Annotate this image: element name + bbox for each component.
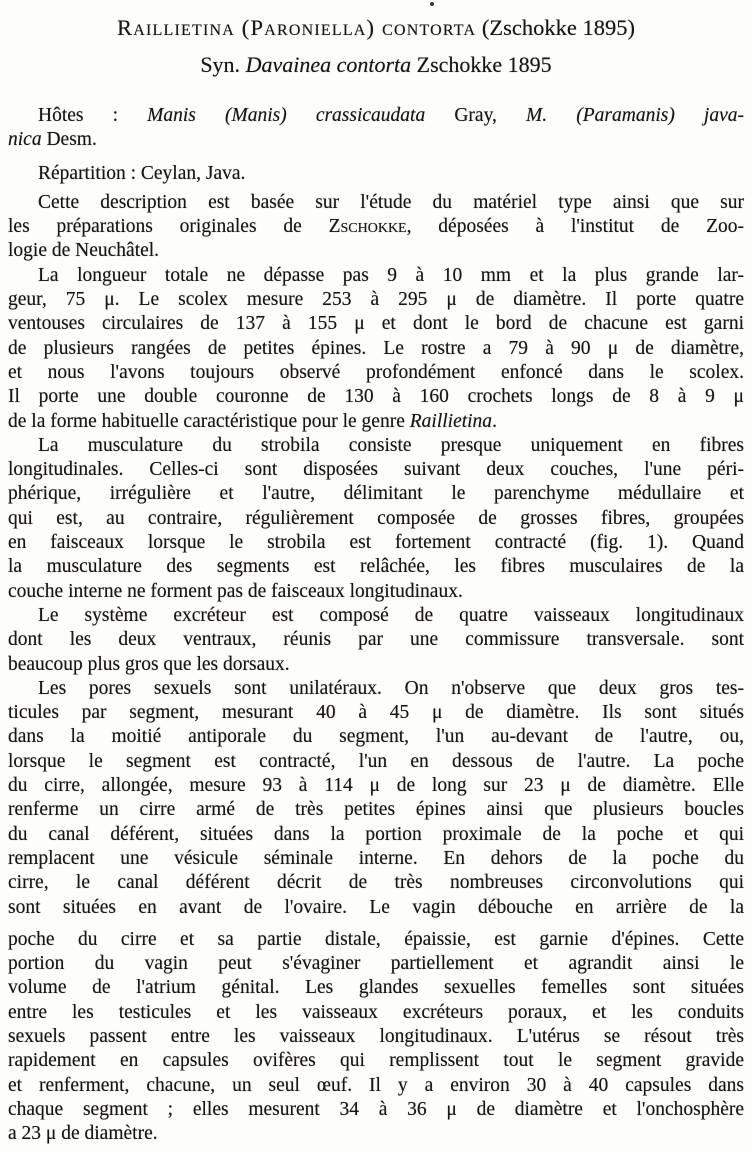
- text-line: portion du vagin peut s'évaginer partiellement et agrandit ainsi le: [8, 953, 744, 975]
- text-line: Répartition : Ceylan, Java.: [38, 162, 246, 184]
- text-line: et renferment, chacune, un seul œuf. Il y a environ 30 à 40 capsules dans: [8, 1074, 744, 1096]
- text-line: sont situées en avant de l'ovaire. Le vagin débouche en arrière de la: [8, 896, 744, 918]
- scan-speck-artifact: [430, 2, 434, 6]
- species-title: Raillietina (Paroniella) contorta (Zschokke 1895): [117, 15, 635, 40]
- text-line: ticules par segment, mesurant 40 à 45 μ de diamètre. Ils sont situés: [8, 702, 744, 724]
- text-line: sexuels passent entre les vaisseaux longitudinaux. L'utérus se résout très: [8, 1025, 744, 1047]
- text-line: geur, 75 μ. Le scolex mesure 253 à 295 μ de diamètre. Il porte quatre: [8, 289, 744, 311]
- text-line: rapidement en capsules ovifères qui remplissent tout le segment gravide: [8, 1050, 744, 1072]
- paragraph: [8, 604, 744, 677]
- text-line: de plusieurs rangées de petites épines. Le rostre a 79 à 90 μ de diamètre,: [8, 337, 744, 359]
- text-line: dans la moitié antiporale du segment, l'un au-devant de l'autre, ou,: [8, 726, 744, 748]
- text-line: ventouses circulaires de 137 à 155 μ et dont le bord de chacune est garni: [8, 313, 744, 335]
- text-line: couche interne ne forment pas de faisceaux longitudinaux.: [8, 580, 463, 602]
- text-line: Les pores sexuels sont unilatéraux. On n'observe que deux gros tes-: [38, 677, 744, 699]
- text-line: chaque segment ; elles mesurent 34 à 36 μ de diamètre et l'onchosphère: [8, 1098, 744, 1120]
- paragraph: [8, 264, 744, 434]
- synonym-line: Syn. Davainea contorta Zschokke 1895: [200, 52, 552, 77]
- text-line: de la forme habituelle caractéristique pour le genre Raillietina.: [8, 410, 497, 432]
- text-line: cirre, le canal déférent décrit de très nombreuses circonvolutions qui: [8, 872, 744, 894]
- text-line: dont les deux ventraux, réunis par une commissure transversale. sont: [8, 629, 744, 651]
- text-line: volume de l'atrium génital. Les glandes sexuelles femelles sont situées: [8, 977, 744, 999]
- text-line: Hôtes : Manis (Manis) crassicaudata Gray, M. (Paramanis) java-: [38, 105, 744, 126]
- paragraph: [8, 677, 744, 920]
- text-line: remplacent une vésicule séminale interne. En dehors de la poche du: [8, 847, 744, 869]
- text-line: renferme un cirre armé de très petites épines ainsi que plusieurs boucles: [8, 799, 744, 821]
- paragraph: [8, 191, 744, 264]
- text-line: Le système excréteur est composé de quatre vaisseaux longitudinaux: [38, 604, 744, 626]
- text-line: La musculature du strobila consiste presque uniquement en fibres: [38, 434, 744, 456]
- text-line: en faisceaux lorsque le strobila est fortement contracté (fig. 1). Quand: [8, 532, 744, 554]
- title-block: [0, 0, 752, 78]
- text-line: beaucoup plus gros que les dorsaux.: [8, 653, 290, 675]
- text-line: Il porte une double couronne de 130 à 160 crochets longs de 8 à 9 μ: [8, 386, 744, 408]
- text-line: Cette description est basée sur l'étude du matériel type ainsi que sur: [38, 191, 744, 213]
- document-body: [0, 104, 752, 1146]
- text-line: et nous l'avons toujours observé profondément enfoncé dans le scolex.: [8, 361, 744, 383]
- text-line: lorsque le segment est contracté, l'un en dessous de l'autre. La poche: [8, 750, 744, 772]
- text-line: nica Desm.: [8, 129, 97, 151]
- text-line: qui est, au contraire, régulièrement composée de grosses fibres, groupées: [8, 507, 744, 529]
- text-line: la musculature des segments est relâchée, les fibres musculaires de la: [8, 556, 744, 578]
- text-line: du cirre, allongée, mesure 93 à 114 μ de long sur 23 μ de diamètre. Elle: [8, 775, 744, 797]
- text-line: a 23 μ de diamètre.: [8, 1123, 158, 1145]
- text-line: logie de Neuchâtel.: [8, 240, 160, 262]
- text-line: du canal déférent, situées dans la portion proximale de la poche et qui: [8, 823, 744, 845]
- text-line: entre les testicules et les vaisseaux excréteurs poraux, et les conduits: [8, 1001, 744, 1023]
- paragraph: [8, 928, 744, 1147]
- paragraph: [8, 104, 744, 153]
- paragraph: [8, 434, 744, 604]
- text-line: La longueur totale ne dépasse pas 9 à 10 mm et la plus grande lar-: [38, 264, 744, 286]
- paragraph: [8, 162, 744, 186]
- text-line: longitudinales. Celles-ci sont disposées suivant deux couches, l'une péri-: [8, 459, 744, 481]
- text-line: poche du cirre et sa partie distale, épaissie, est garnie d'épines. Cette: [8, 928, 744, 950]
- text-line: les préparations originales de Zschokke, déposées à l'institut de Zoo-: [8, 216, 744, 238]
- text-line: phérique, irrégulière et l'autre, délimitant le parenchyme médullaire et: [8, 483, 744, 505]
